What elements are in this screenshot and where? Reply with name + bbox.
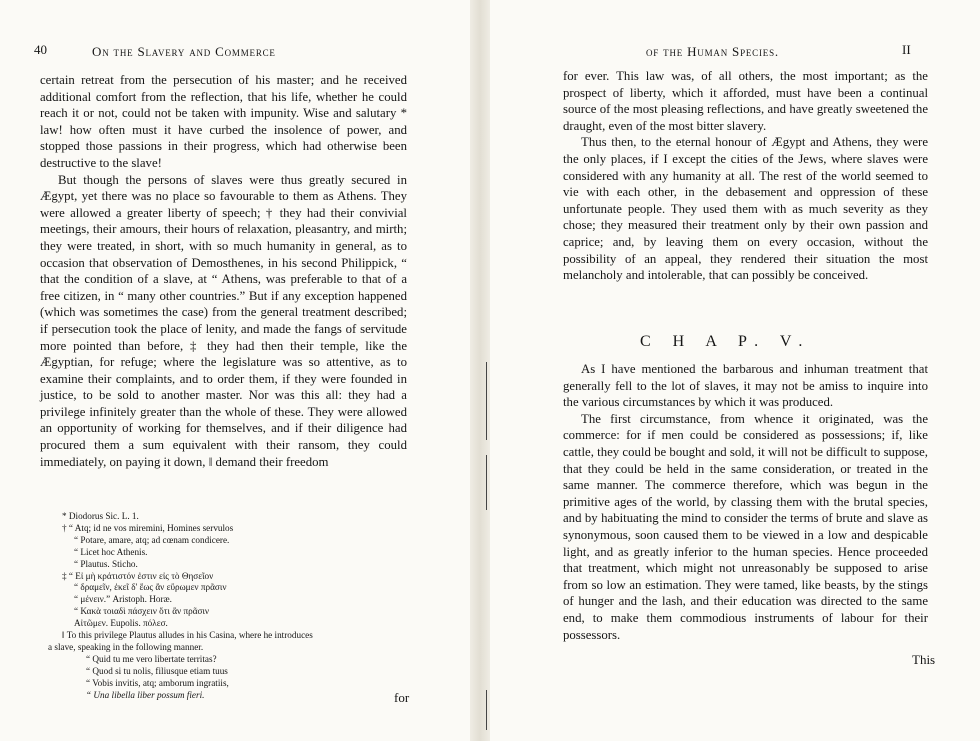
footnote-line: “ μένειν.” Aristoph. Horæ. [74,594,172,605]
footnote-line: “ δραμεῖν, ἐκεῖ δ' ἕως ἂν εὕρωμεν πρᾶσιν [74,582,227,593]
footnote-line: † “ Atq; id ne vos miremini, Homines servulos [62,522,234,533]
left-paragraph-1: certain retreat from the persecution of his master; and he received additional comfort from the reflection, that his life, whether he could reach it or not, could not be taken with impunity. Wise and salutary * law! how often must it have curbed the insolence of power, and stopped those passions in their progress, which had otherwise been destructive to the slave! [40,73,407,170]
footnote-line: “ Plautus. Sticho. [74,558,138,569]
book-gutter [470,0,490,741]
right-paragraph-3: As I have mentioned the barbarous and inhuman treatment that generally fell to the lot of slaves, it may not be amiss to inquire into the various circumstances by which it was produced. [563,362,928,410]
footnote-line: “ Κακὰ τοιαδὶ πάσχειν ὅτι ἂν πρᾶσιν [74,606,210,617]
right-running-head: of the Human Species. [646,44,779,59]
footnote-line: Αἰτῶμεν. Eupolis. πόλεσ. [74,618,168,629]
footnote-line: “ Vobis invitis, atq; amborum ingratiis, [86,677,229,688]
gutter-mark [486,455,487,510]
left-page [0,0,470,741]
footnote-line: “ Una libella liber possum fieri. [86,689,205,700]
gutter-mark [486,690,487,730]
gutter-mark [486,362,487,440]
left-footnotes [48,511,313,702]
footnote-line: ‡ “ Εἰ μὴ κράτιστόν ἐστιν εἰς τὸ Θησεῖον [62,570,214,581]
footnote-line: ‖ To this privilege Plautus alludes in his Casina, where he introduces [62,630,313,641]
left-page-number: 40 [34,42,47,57]
right-page [490,0,980,741]
right-paragraph-2: Thus then, to the eternal honour of Ægypt and Athens, they were the only places, if I except the cities of the Jews, where slaves were considered with any humanity at all. The rest of the world seemed to vie with each other, in the debasement and oppression of these unfortunate people. They used them with as much severity as they chose; they measured their treatment only by their own passion and caprice; and, by leaving them on every occasion, without the possibility of an appeal, they rendered their situation the most melancholy and intolerable, that can possibly be conceived. [563,135,928,283]
footnote-line: a slave, speaking in the following manner. [48,641,204,652]
footnote-line: * Diodorus Sic. L. 1. [62,511,139,521]
left-running-head: On the Slavery and Commerce [92,44,276,59]
right-body-text-top [563,68,928,284]
left-paragraph-2: But though the persons of slaves were thus greatly secured in Ægypt, yet there was no place so favourable to them as Athens. They were allowed a greater liberty of speech; † they had their convivial meetings, their amours, their hours of relaxation, pleasantry, and mirth; they were treated, in short, with so much humanity in general, as to occasion that observation of Demosthenes, in his second Philippick, “ that the condition of a slave, at “ Athens, was preferable to that of a free citizen, in “ many other countries.” But if any exception happened (which was sometimes the case) from the general treatment described; if persecution took the place of lenity, and made the fangs of servitude more pointed than before, ‡ they had then their temple, like the Ægyptian, for refuge; where the legislature was so attentive, as to examine their complaints, and to order them, if they were founded in justice, to be sold to another master. Nor was this all: they had a privilege infinitely greater than the whole of these. They were allowed an opportunity of working for themselves, and if their diligence had procured them a sum equivalent with their ransom, they could immediately, on paying it down, ‖ demand their freedom [40,172,407,469]
footnote-line: “ Quid tu me vero libertate territas? [86,653,217,664]
left-body-text [40,72,407,470]
right-catchword: This [912,652,936,667]
footnote-line: “ Quod si tu nolis, filiusque etiam tuus [86,665,228,676]
right-body-text-bottom [563,361,928,643]
right-page-number: II [902,42,911,57]
left-catchword: for [394,690,410,705]
chapter-heading: C H A P. V. [640,333,812,350]
footnote-line: “ Potare, amare, atq; ad cœnam condicere. [74,534,230,545]
footnote-line: “ Licet hoc Athenis. [74,546,148,557]
right-paragraph-4: The first circumstance, from whence it originated, was the commerce: for if men could be considered as possessions; if, like cattle, they could be bought and sold, it will not be difficult to suppose, that they could be held in the same consideration, or treated in the same manner. The commerce therefore, which was begun in the primitive ages of the world, by classing them with the brutal species, and by habituating the mind to consider the terms of brute and slave as synonymous, soon caused them to be viewed in a low and despicable light, and as greatly inferior to the human species. Hence proceeded that treatment, which might not unreasonably be supposed to arise from so low an estimation. They were tamed, like beasts, by the stings of hunger and the lash, and their education was directed to the same end, to make them commodious instruments of labour for their possessors. [563,411,928,642]
right-paragraph-1: for ever. This law was, of all others, the most important; as the prospect of liberty, which it afforded, must have been a continual source of the most pleasing reflections, and have greatly sweetened the draught, even of the most bitter slavery. [563,69,928,133]
